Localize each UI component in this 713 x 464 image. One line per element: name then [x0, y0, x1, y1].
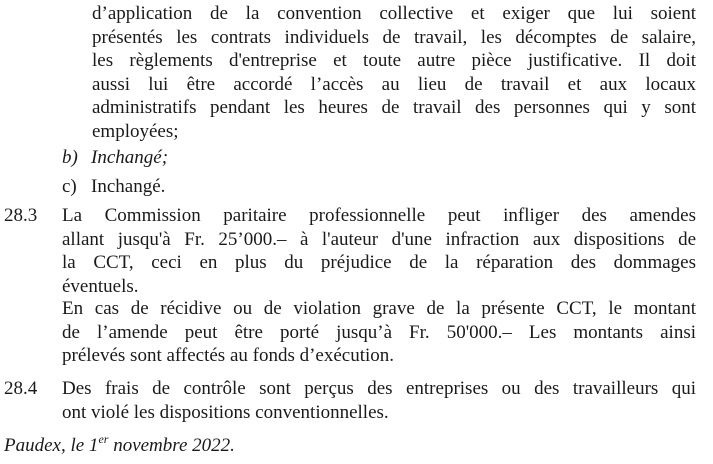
text-line: Des frais de contrôle sont perçus des entreprises ou des travailleurs qui — [62, 378, 696, 399]
text-line: d’application de la convention collective et exiger que lui soient — [92, 3, 696, 24]
text-line: présentés les contrats individuels de travail, les décomptes de salaire, — [92, 26, 696, 48]
item-text: Inchangé. — [91, 176, 166, 197]
text-line: éventuels. — [62, 275, 139, 297]
text-line: de l’amende peut être porté jusqu’à Fr. 50'000.– Les montants ainsi — [62, 321, 696, 343]
text-line: administratifs pendant les heures de travail des personnes qui y sont — [92, 97, 696, 118]
section-28-3-paragraph-1 — [62, 204, 696, 298]
text-line: En cas de récidive ou de violation grave de la présente CCT, le montant — [62, 298, 696, 319]
list-item-b — [62, 146, 362, 170]
text-line: prélevés sont affectés au fonds d’exécution. — [62, 345, 395, 366]
text-line: allant jusqu'à Fr. 25’000.– à l'auteur d'une infraction aux dispositions de — [62, 228, 696, 250]
item-label: b) — [62, 147, 78, 168]
section-28-4-paragraph — [62, 377, 696, 424]
text-line: ont violé les dispositions conventionnelles. — [62, 401, 389, 423]
signature-prefix: Paudex, le 1 — [4, 435, 99, 456]
text-line: La Commission paritaire professionnelle peut infliger des amendes — [62, 205, 696, 226]
list-item-c — [62, 175, 362, 199]
section-28-3-paragraph-2 — [62, 297, 696, 368]
signature-superscript: er — [98, 431, 109, 446]
item-label: c) — [62, 176, 77, 197]
section-number: 28.4 — [4, 378, 38, 399]
continuation-paragraph — [92, 2, 696, 143]
signature-suffix: novembre 2022. — [108, 435, 235, 456]
text-line: aussi lui être accordé l’accès au lieu de travail et aux locaux — [92, 73, 696, 95]
section-number: 28.3 — [4, 205, 38, 226]
signature-line — [4, 431, 404, 458]
text-line: la CCT, ceci en plus du préjudice de la réparation des dommages — [62, 252, 696, 273]
item-text: Inchangé; — [91, 147, 169, 168]
text-line: les règlements d'entreprise et toute autre pièce justificative. Il doit — [92, 50, 696, 71]
text-line: employées; — [92, 120, 179, 142]
